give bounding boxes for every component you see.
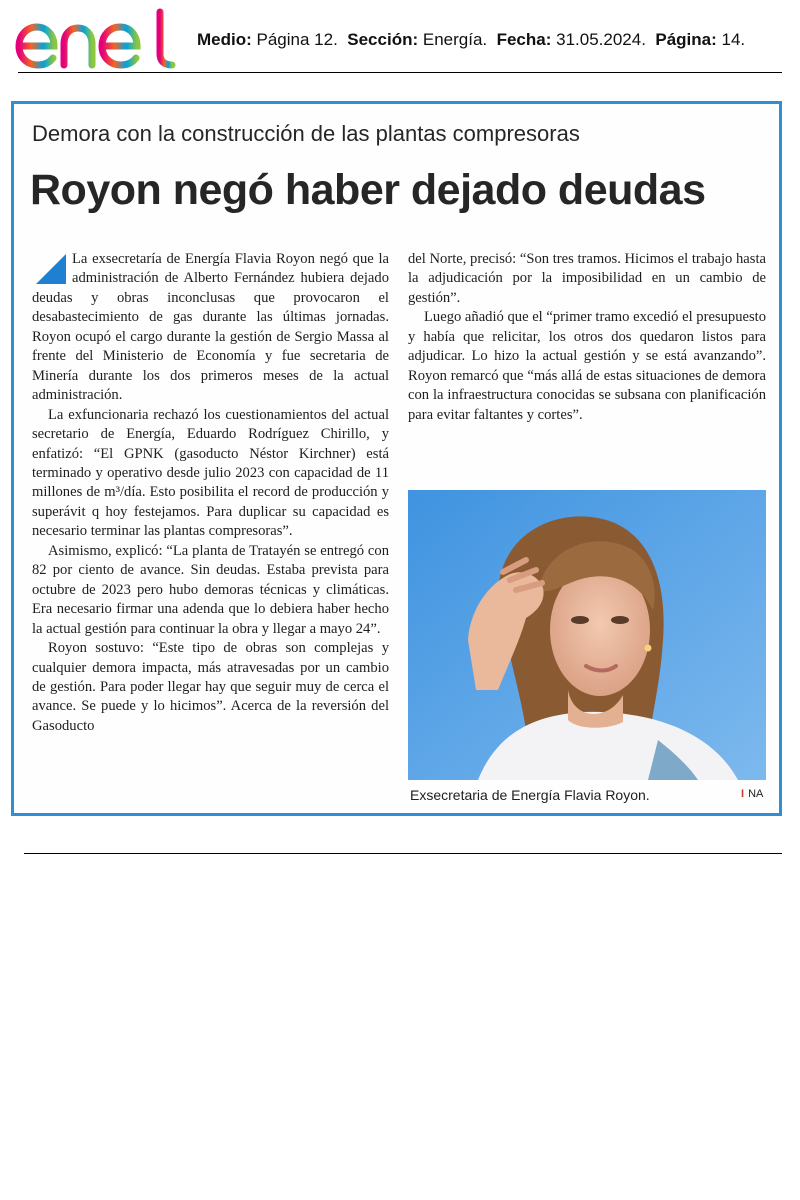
enel-logo: [14, 8, 184, 72]
article-paragraph: La exfuncionaria rechazó los cuestionamientos del actual secretario de Energía, Eduardo Rodríguez Chirillo, y enfatizó: “El GPNK (gasoducto Néstor Kirchner) está terminado y operativo desde julio 2023 con capacidad de 11 millones de m³/día. Esto posibilita el record de producción y superávit q hoy festejamos. Para duplicar su capacidad es necesario terminar las plantas compresoras”.: [32, 406, 389, 540]
fecha-value: 31.05.2024.: [556, 30, 646, 49]
pagina-label: Página:: [655, 30, 717, 49]
seccion-value: Energía.: [422, 30, 488, 49]
article-headline: Royon negó haber dejado deudas: [30, 166, 706, 214]
credit-text: NA: [748, 788, 764, 800]
article-paragraph: Luego añadió que el “primer tramo excedió el presupuesto y había que relicitar, los otros dos quedaron listos para adjudicar. Lo hizo la actual gestión y se está avanzando”. Royon remarcó que “más allá de estas situaciones de demora con la infraestructura conocidas se subsana con planificación para evitar faltantes y cortes”.: [408, 309, 767, 423]
article-kicker: Demora con la construcción de las plantas compresoras: [32, 121, 580, 146]
article-paragraph: [32, 250, 389, 406]
portrait-image: [408, 490, 766, 780]
article-column-1: [32, 250, 389, 736]
medio-value: Página 12.: [256, 30, 338, 49]
news-clipping: [11, 101, 782, 816]
enel-logo-icon: [14, 8, 184, 72]
article-paragraph: del Norte, precisó: “Son tres tramos. Hicimos el trabajo hasta la adjudicación por la imposibilidad en un cambio de gestión”.: [408, 251, 766, 306]
pagina-value: 14.: [721, 30, 746, 49]
article-paragraph: Asimismo, explicó: “La planta de Tratayén se entregó con 82 por ciento de avance. Sin deudas. Estaba prevista para octubre de 2023 pero hubo demoras técnicas y climáticas. Era necesario firmar una adenda que lo debiera haber hecho la actual gestión para continuar la obra y llegar a mayo 24”.: [32, 542, 389, 637]
photo-credit: [741, 788, 763, 800]
credit-bar: I: [741, 788, 745, 800]
article-paragraph: Royon sostuvo: “Este tipo de obras son complejas y cualquier demora impacta, más atravesadas por un cambio de gestión. Para poder llegar hay que seguir muy de cerca el avance. Se puede y lo hicimos”. Acerca de la reversión del Gasoducto: [32, 640, 389, 734]
paragraph-text: La exsecretaría de Energía Flavia Royon negó que la administración de Alberto Fernández hubiera dejado deudas y obras inconclusas que provocaron el desabastecimiento de gas durante las últimas jornadas. Royon ocupó el cargo durante la gestión de Sergio Massa al frente del Ministerio de Economía y fue secretaria de Minería durante los dos primeros meses de la actual administración.: [32, 251, 389, 404]
header-divider: [18, 72, 782, 73]
royon-photo: [408, 490, 766, 780]
article-column-2: [408, 250, 766, 425]
triangle-corner-icon: [32, 250, 68, 288]
footer-divider: [24, 853, 782, 854]
fecha-label: Fecha:: [496, 30, 552, 49]
medio-label: Medio:: [197, 30, 252, 49]
photo-caption: Exsecretaria de Energía Flavia Royon.: [410, 787, 650, 803]
clipping-metadata: [197, 30, 745, 50]
seccion-label: Sección:: [347, 30, 419, 49]
